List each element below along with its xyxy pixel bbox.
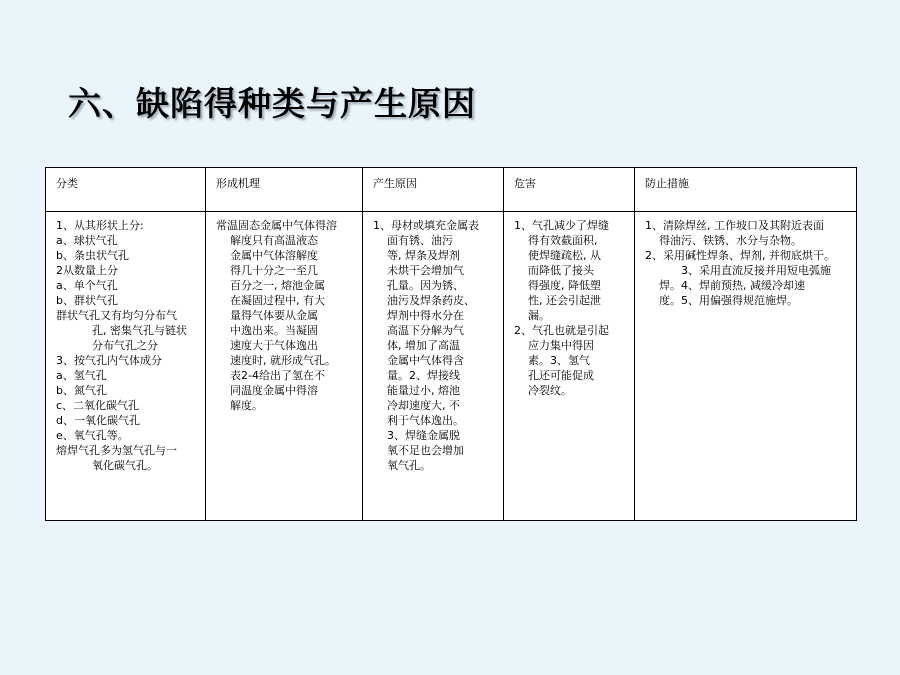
text-line: 而降低了接头	[528, 264, 594, 277]
text-line: 解度。	[230, 399, 263, 412]
cell-classification	[46, 212, 206, 521]
cell-prevention	[635, 212, 857, 521]
text-line: 2、气孔也就是引起	[514, 324, 609, 337]
text-line: a、球状气孔	[56, 234, 118, 247]
text-line: 速度大于气体逸出	[230, 339, 318, 352]
text-line: 利于气体逸出。	[387, 414, 464, 427]
header-hazards: 危害	[504, 168, 635, 212]
text-line: 孔, 密集气孔与链状	[92, 324, 187, 337]
header-mechanism: 形成机理	[206, 168, 363, 212]
cell-hazards	[504, 212, 635, 521]
text-line: 群状气孔又有均匀分布气	[56, 309, 177, 322]
text-line: 得油污、铁锈、水分与杂物。	[659, 234, 802, 247]
text-line: 速度时, 就形成气孔。	[230, 354, 336, 367]
text-line: 油污及焊条药皮、	[387, 294, 475, 307]
text-line: 得强度, 降低塑	[528, 279, 601, 292]
text-line: 应力集中得因	[528, 339, 594, 352]
text-line: a、氢气孔	[56, 369, 107, 382]
text-line: 3、采用直流反接并用短电弧施	[681, 264, 831, 277]
header-classification: 分类	[46, 168, 206, 212]
text-line: 素。3、氢气	[528, 354, 590, 367]
text-line: 冷裂纹。	[528, 384, 572, 397]
text-line: 金属中气体溶解度	[230, 249, 318, 262]
text-line: b、群状气孔	[56, 294, 118, 307]
text-line: 3、按气孔内气体成分	[56, 354, 162, 367]
text-line: 面有锈、油污	[387, 234, 453, 247]
text-line: 漏。	[528, 309, 550, 322]
text-line: 使焊缝疏松, 从	[528, 249, 601, 262]
text-line: 氧不足也会增加	[387, 444, 464, 457]
text-line: c、二氧化碳气孔	[56, 399, 140, 412]
text-line: 3、焊缝金属脱	[387, 429, 460, 442]
text-line: 1、从其形状上分:	[56, 219, 144, 232]
text-line: 冷却速度大, 不	[387, 399, 460, 412]
text-line: 焊。4、焊前预热, 减缓冷却速	[659, 279, 805, 292]
text-line: 1、母材或填充金属表	[373, 219, 479, 232]
text-line: 1、清除焊丝, 工作坡口及其附近表面	[645, 219, 824, 232]
text-line: e、氧气孔等。	[56, 429, 129, 442]
cell-causes	[363, 212, 504, 521]
text-line: 金属中气体得含	[387, 354, 464, 367]
text-line: 焊剂中得水分在	[387, 309, 464, 322]
slide-title: 六、缺陷得种类与产生原因	[68, 84, 476, 123]
text-line: 度。5、用偏强得规范施焊。	[659, 294, 798, 307]
text-line: 分布气孔之分	[92, 339, 158, 352]
text-line: 量。2、焊接线	[387, 369, 460, 382]
text-line: 表2-4给出了氢在不	[230, 369, 325, 382]
text-line: 得有效截面积,	[528, 234, 598, 247]
text-line: 2、采用碱性焊条、焊剂, 并彻底烘干。	[645, 249, 835, 262]
text-line: 高温下分解为气	[387, 324, 464, 337]
text-line: 在凝固过程中, 有大	[230, 294, 325, 307]
text-line: b、氮气孔	[56, 384, 107, 397]
text-line: 2从数量上分	[56, 264, 118, 277]
defects-table	[45, 167, 857, 521]
text-line: 未烘干会增加气	[387, 264, 464, 277]
text-line: 性, 还会引起泄	[528, 294, 601, 307]
text-line: 中逸出来。当凝固	[230, 324, 318, 337]
table-header-row	[46, 168, 857, 212]
text-line: 同温度金属中得溶	[230, 384, 318, 397]
text-line: 氧气孔。	[387, 459, 431, 472]
text-line: 孔量。因为锈、	[387, 279, 464, 292]
text-line: 常温固态金属中气体得溶	[216, 219, 337, 232]
text-line: 等, 焊条及焊剂	[387, 249, 460, 262]
text-line: 孔还可能促成	[528, 369, 594, 382]
text-line: a、单个气孔	[56, 279, 118, 292]
text-line: 氧化碳气孔。	[92, 459, 158, 472]
text-line: d、一氧化碳气孔	[56, 414, 140, 427]
text-line: 1、气孔减少了焊缝	[514, 219, 609, 232]
text-line: 能量过小, 熔池	[387, 384, 460, 397]
text-line: b、条虫状气孔	[56, 249, 129, 262]
text-line: 得几十分之一至几	[230, 264, 318, 277]
text-line: 解度只有高温液态	[230, 234, 318, 247]
cell-mechanism	[206, 212, 363, 521]
table-row	[46, 212, 857, 521]
text-line: 体, 增加了高温	[387, 339, 460, 352]
text-line: 熔焊气孔多为氢气孔与一	[56, 444, 177, 457]
header-prevention: 防止措施	[635, 168, 857, 212]
text-line: 量得气体要从金属	[230, 309, 318, 322]
text-line: 百分之一, 熔池金属	[230, 279, 325, 292]
header-causes: 产生原因	[363, 168, 504, 212]
